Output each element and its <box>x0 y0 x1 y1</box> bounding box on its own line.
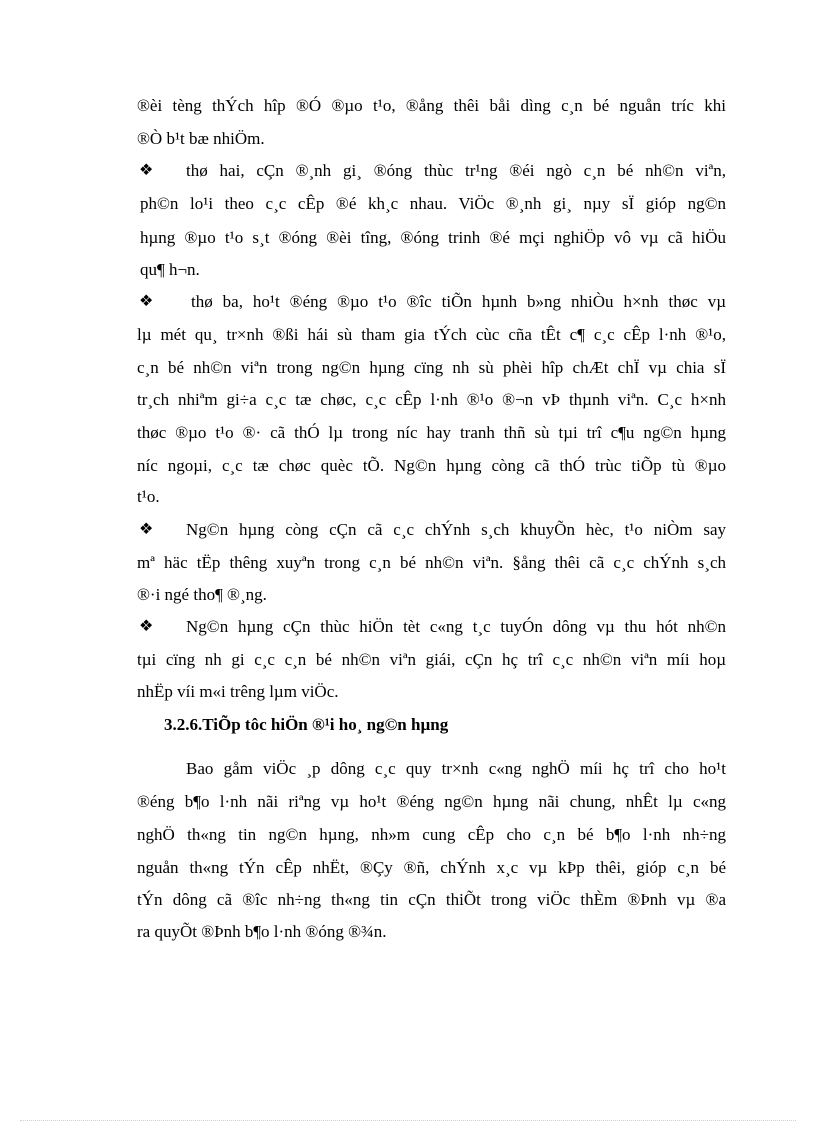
text-line: tÝn dông cã ®îc nh÷ng th«ng tin cÇn thiÕt trong viÖc thÈm ®Þnh vµ ®a <box>137 890 726 909</box>
text-line: t¹o. <box>137 487 160 506</box>
bullet-diamond-icon: ❖ <box>139 293 154 310</box>
text-line: qu¶ h¬n. <box>140 260 200 279</box>
text-line: ®·i ngé tho¶ ®¸ng. <box>137 585 267 604</box>
text-line: ®èi tèng thÝch hîp ®Ó ®µo t¹o, ®ång thêi båi dìng c¸n bé nguån tríc khi <box>137 96 726 115</box>
text-line: lµ mét qu¸ tr×nh ®ßi hái sù tham gia tÝch cùc cña tÊt c¶ c¸c cÊp l·nh ®¹o, <box>137 325 726 344</box>
text-line: thø ba, ho¹t ®éng ®µo t¹o ®îc tiÕn hµnh b»ng nhiÒu h×nh thøc vµ <box>191 292 726 311</box>
text-line: tr¸ch nhiªm gi÷a c¸c tæ chøc, c¸c cÊp l·nh ®¹o ®¬n vÞ thµnh viªn. C¸c h×nh <box>137 390 726 409</box>
text-line: tµi cïng nh gi c¸c c¸n bé nh©n viªn giái, cÇn hç trî c¸c nh©n viªn míi hoµ <box>137 650 726 669</box>
text-line: thøc ®µo t¹o ®· cã thÓ lµ trong níc hay tranh thñ sù tµi trî c¶u ng©n hµng <box>137 423 726 442</box>
text-line: Ng©n hµng cÇn thùc hiÖn tèt c«ng t¸c tuyÓn dông vµ thu hót nh©n <box>186 617 726 636</box>
text-line: thø hai, cÇn ®¸nh gi¸ ®óng thùc tr¹ng ®éi ngò c¸n bé nh©n viªn, <box>186 161 726 180</box>
section-heading: 3.2.6.TiÕp tôc hiÖn ®¹i ho¸ ng©n hµng <box>164 715 449 734</box>
bullet-diamond-icon: ❖ <box>139 618 154 635</box>
text-line: Bao gåm viÖc ¸p dông c¸c quy tr×nh c«ng nghÖ míi hç trî cho ho¹t <box>186 759 726 778</box>
text-line: ®éng b¶o l·nh nãi riªng vµ ho¹t ®éng ng©n hµng nãi chung, nhÊt lµ c«ng <box>137 792 726 811</box>
text-line: nguån th«ng tÝn cÊp nhËt, ®Çy ®ñ, chÝnh x¸c vµ kÞp thêi, gióp c¸n bé <box>137 858 726 877</box>
text-line: nhËp víi m«i trêng lµm viÖc. <box>137 682 339 701</box>
page-bottom-divider <box>20 1120 796 1121</box>
text-line: ®Ò b¹t bæ nhiÖm. <box>137 129 265 148</box>
text-line: mª häc tËp thêng xuyªn trong c¸n bé nh©n viªn. §ång thêi cã c¸c chÝnh s¸ch <box>137 553 726 572</box>
text-line: Ng©n hµng còng cÇn cã c¸c chÝnh s¸ch khuyÕn hèc, t¹o niÒm say <box>186 520 726 539</box>
text-line: níc ngoµi, c¸c tæ chøc quèc tÕ. Ng©n hµng còng cã thÓ trùc tiÕp tù ®µo <box>137 456 726 475</box>
text-line: ra quyÕt ®Þnh b¶o l·nh ®óng ®¾n. <box>137 922 387 941</box>
text-line: c¸n bé nh©n viªn trong ng©n hµng cïng nh sù phèi hîp chÆt chÏ vµ chia sÏ <box>137 358 726 377</box>
bullet-diamond-icon: ❖ <box>139 162 154 179</box>
text-line: nghÖ th«ng tin ng©n hµng, nh»m cung cÊp cho c¸n bé b¶o l·nh nh÷ng <box>137 825 726 844</box>
text-line: hµng ®µo t¹o s¸t ®óng ®èi tîng, ®óng trinh ®é mçi nghiÖp vô vµ cã hiÖu <box>140 228 726 247</box>
text-line: ph©n lo¹i theo c¸c cÊp ®é kh¸c nhau. ViÖc ®¸nh gi¸ nµy sÏ gióp ng©n <box>140 194 726 213</box>
bullet-diamond-icon: ❖ <box>139 521 154 538</box>
